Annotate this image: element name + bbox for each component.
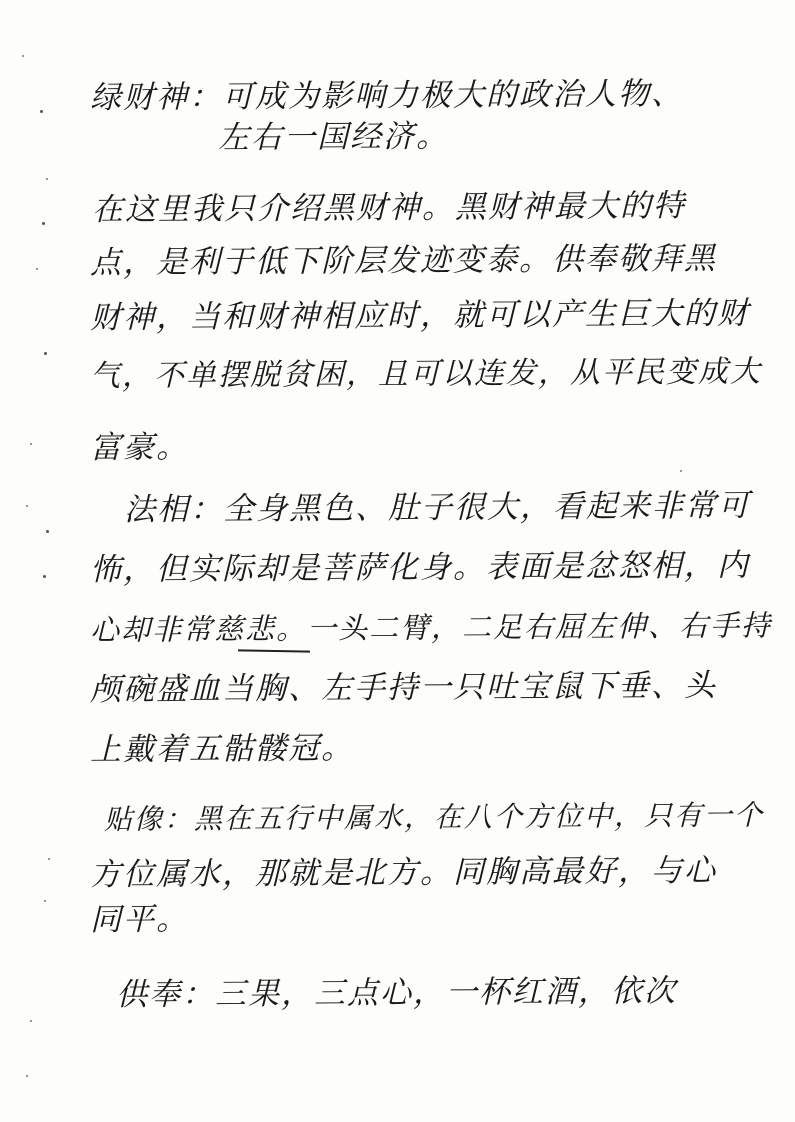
scan-speck xyxy=(680,470,682,472)
scan-speck xyxy=(30,443,32,445)
text-line-12: 上戴着五骷髅冠。 xyxy=(89,730,355,768)
text-line-9: 怖，但实际却是菩萨化身。表面是忿怒相，内 xyxy=(89,547,751,588)
scan-speck xyxy=(44,900,46,902)
scan-speck xyxy=(48,858,50,860)
scan-speck xyxy=(42,222,45,225)
scan-speck xyxy=(26,1075,28,1077)
text-line-10: 心却非常慈悲。一头二臂，二足右屈左伸、右手持 xyxy=(89,608,773,647)
scan-speck xyxy=(22,55,24,57)
text-line-5: 财神，当和财神相应时，就可以产生巨大的财 xyxy=(89,295,751,336)
text-line-1: 绿财神：可成为影响力极大的政治人物、 xyxy=(89,75,685,116)
scan-speck xyxy=(30,1020,32,1022)
scan-speck xyxy=(44,352,47,355)
text-line-8: 法相：全身黑色、肚子很大，看起来非常可 xyxy=(123,487,752,528)
scan-speck xyxy=(26,505,28,507)
scan-speck xyxy=(36,268,38,270)
text-line-2: 左右一国经济。 xyxy=(217,118,450,156)
text-line-15: 同平。 xyxy=(89,901,190,938)
scan-speck xyxy=(46,530,49,533)
text-line-13: 贴像：黑在五行中属水，在八个方位中，只有一个 xyxy=(103,798,765,836)
scan-speck xyxy=(40,110,43,113)
text-line-3: 在这里我只介绍黑财神。黑财神最大的特 xyxy=(91,187,687,228)
text-line-7: 富豪。 xyxy=(89,429,190,466)
text-line-11: 颅碗盛血当胸、左手持一只吐宝鼠下垂、头 xyxy=(89,667,718,708)
text-line-16: 供奉：三果，三点心，一杯红酒，依次 xyxy=(115,973,678,1013)
scan-speck xyxy=(43,575,46,578)
text-line-4: 点，是利于低下阶层发迹变泰。供奉敬拜黑 xyxy=(89,240,718,281)
text-line-6: 气，不单摆脱贫困，且可以连发，从平民变成大 xyxy=(89,354,763,394)
text-line-14: 方位属水，那就是北方。同胸高最好，与心 xyxy=(89,852,718,893)
scan-speck xyxy=(46,178,48,180)
underline-mark xyxy=(238,649,310,652)
